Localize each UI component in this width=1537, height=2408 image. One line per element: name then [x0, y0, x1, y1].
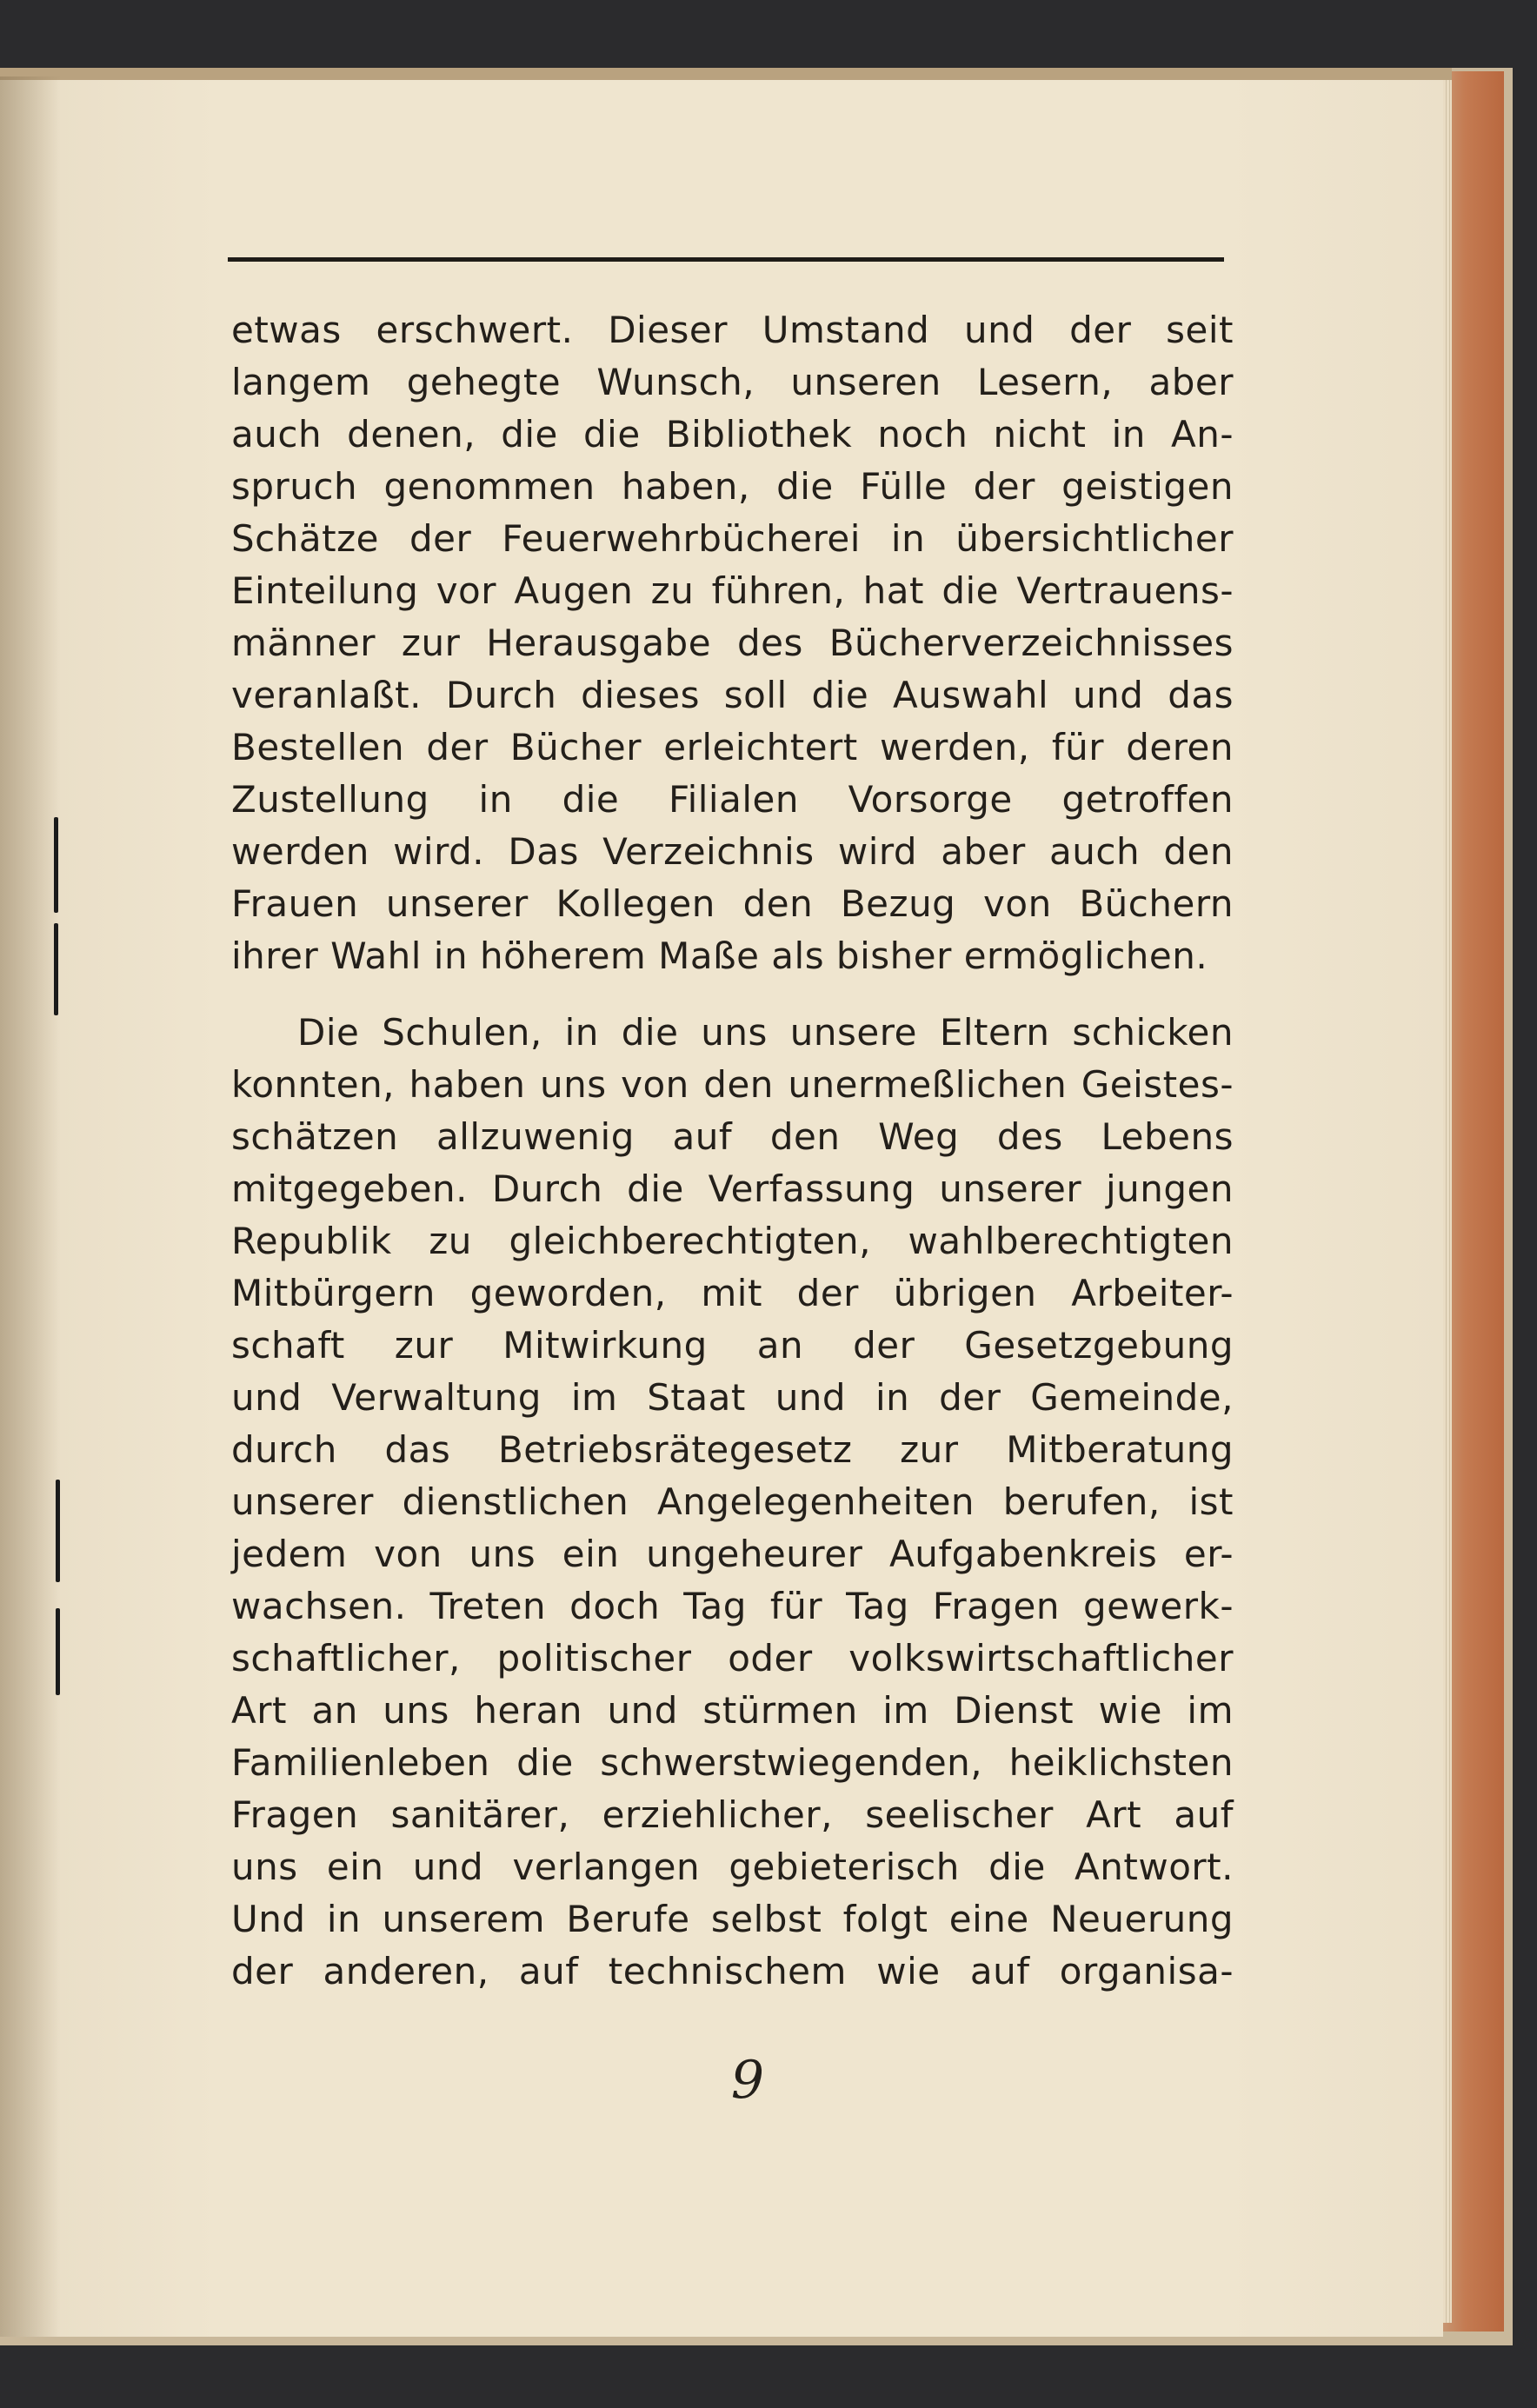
text-line: Einteilung vor Augen zu führen, hat die Vertrauens- [231, 569, 1234, 612]
text-line: Mitbürgern geworden, mit der übrigen Arbeiter- [231, 1272, 1234, 1314]
text-line: konnten, haben uns von den unermeßlichen Geistes- [231, 1063, 1234, 1106]
page-number: 9 [730, 2050, 765, 2111]
text-line: wachsen. Treten doch Tag für Tag Fragen gewerk- [231, 1585, 1234, 1627]
paragraph-1 [231, 304, 1234, 982]
text-line: Und in unserem Berufe selbst folgt eine Neuerung [231, 1898, 1234, 1940]
text-line: durch das Betriebsrätegesetz zur Mitberatung [231, 1428, 1234, 1471]
text-line: Republik zu gleichberechtigten, wahlberechtigten [231, 1220, 1234, 1262]
binding-stitch [56, 1608, 60, 1695]
binding-stitch [56, 1480, 60, 1582]
text-line: unserer dienstlichen Angelegenheiten berufen, ist [231, 1480, 1234, 1523]
text-line: veranlaßt. Durch dieses soll die Auswahl und das [231, 674, 1234, 716]
header-rule [228, 257, 1224, 262]
body-text [231, 304, 1234, 1998]
text-line: Frauen unserer Kollegen den Bezug von Büchern [231, 882, 1234, 925]
text-line: ihrer Wahl in höherem Maße als bisher ermöglichen. [231, 935, 1208, 977]
binding-stitch [54, 923, 58, 1015]
text-line: Zustellung in die Filialen Vorsorge getroffen [231, 778, 1234, 821]
text-line: Die Schulen, in die uns unsere Eltern schicken [297, 1011, 1234, 1054]
text-line: schätzen allzuwenig auf den Weg des Lebens [231, 1115, 1234, 1158]
text-line: Fragen sanitärer, erziehlicher, seelischer Art auf [231, 1793, 1234, 1836]
text-line: spruch genommen haben, die Fülle der geistigen [231, 465, 1234, 508]
binding-stitch [54, 817, 58, 913]
text-line: mitgegeben. Durch die Verfassung unserer jungen [231, 1167, 1234, 1210]
text-line: schaftlicher, politischer oder volkswirtschaftlicher [231, 1637, 1234, 1680]
text-line: Art an uns heran und stürmen im Dienst wie im [231, 1689, 1234, 1732]
text-line: der anderen, auf technischem wie auf organisa- [231, 1950, 1234, 1992]
page-top-edge [0, 68, 1452, 80]
text-line: Familienleben die schwerstwiegenden, heiklichsten [231, 1741, 1234, 1784]
gutter-shadow [0, 76, 61, 2337]
text-line: uns ein und verlangen gebieterisch die Antwort. [231, 1846, 1234, 1888]
text-line: jedem von uns ein ungeheurer Aufgabenkreis er- [231, 1533, 1234, 1575]
text-line: auch denen, die die Bibliothek noch nicht in An- [231, 413, 1234, 456]
text-line: männer zur Herausgabe des Bücherverzeichnisses [231, 622, 1234, 664]
paragraph-2 [231, 1007, 1234, 1998]
text-line: langem gehegte Wunsch, unseren Lesern, aber [231, 361, 1234, 403]
text-line: Schätze der Feuerwehrbücherei in übersichtlicher [231, 517, 1234, 560]
text-line: werden wird. Das Verzeichnis wird aber auch den [231, 830, 1234, 873]
text-line: schaft zur Mitwirkung an der Gesetzgebung [231, 1324, 1234, 1367]
text-line: Bestellen der Bücher erleichtert werden, für deren [231, 726, 1234, 768]
text-line: etwas erschwert. Dieser Umstand und der seit [231, 309, 1234, 351]
paragraph-gap [231, 982, 1234, 1007]
text-line: und Verwaltung im Staat und in der Gemeinde, [231, 1376, 1234, 1419]
